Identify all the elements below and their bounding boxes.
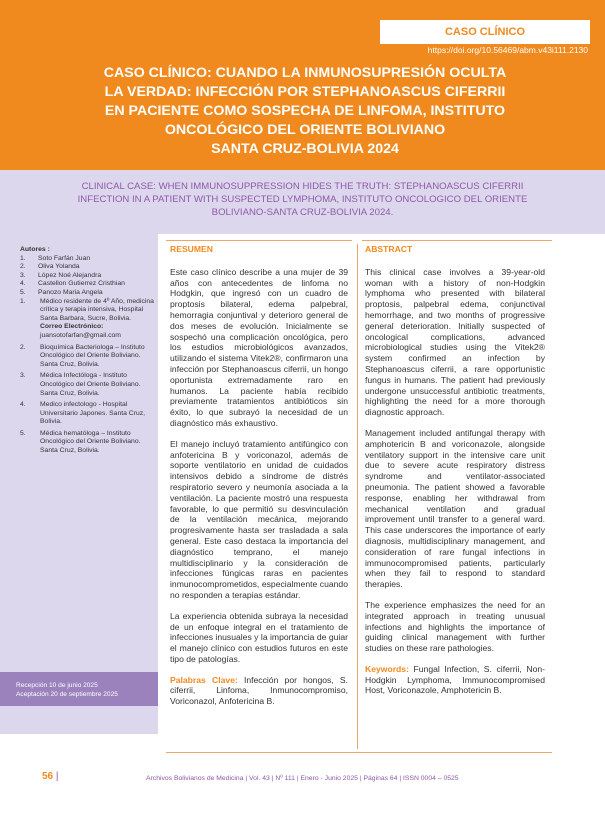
affiliation-list xyxy=(20,298,160,456)
title-line: SANTA CRUZ-BOLIVIA 2024 xyxy=(211,141,399,157)
dates-block xyxy=(16,682,156,699)
author-name: Soto Farfán Juan xyxy=(38,254,91,262)
author-number: 2. xyxy=(20,263,26,271)
abstract-keywords xyxy=(365,664,545,696)
keywords-text: Infección por hongos, S. ciferrii, Linfoma, Inmunocompromiso, Voriconazol, Anfotericina B. xyxy=(170,674,348,707)
keywords-label: Keywords: xyxy=(365,663,409,674)
affiliation-1-text: Médico residente de 4º Año, medicina crítica y terapia intensiva, Hospital Santa Barbara, Sucre, Bolivia. xyxy=(40,297,154,322)
author-number: 1. xyxy=(20,254,26,262)
email-label: Correo Electrónico: xyxy=(40,323,104,331)
affiliation-text xyxy=(40,298,160,341)
divider xyxy=(166,240,352,241)
author-name: Oliva Yolanda xyxy=(38,263,80,271)
title-line: ONCOLÓGICO DEL ORIENTE BOLIVIANO xyxy=(164,122,446,138)
divider xyxy=(166,752,552,753)
english-title xyxy=(20,180,585,219)
author-number: 3. xyxy=(20,271,26,279)
affiliation-number: 3. xyxy=(20,372,26,380)
en-title-line: INFECTION IN A PATIENT WITH SUSPECTED LYMPHOMA, INSTITUTO ONCOLOGICO DEL ORIENTE xyxy=(77,194,528,205)
author-list xyxy=(20,255,160,298)
author-item xyxy=(20,255,160,264)
page-number xyxy=(42,771,59,782)
affiliation-item xyxy=(20,430,160,456)
column-divider xyxy=(357,244,358,749)
abstract-column xyxy=(365,244,545,706)
accepted-date: Aceptación 20 de septiembre 2025 xyxy=(16,690,118,698)
affiliation-number: 5. xyxy=(20,429,26,437)
affiliation-item xyxy=(20,344,160,370)
resumen-heading: RESUMEN xyxy=(170,244,213,254)
affiliation-text: Médica hematóloga – Instituto Oncológico del Oriente Boliviano. Santa Cruz, Bolivia. xyxy=(40,429,141,455)
case-tag: CASO CLÍNICO xyxy=(380,20,590,44)
title-line: EN PACIENTE COMO SOSPECHA DE LINFOMA, INSTITUTO xyxy=(104,103,506,119)
resumen-paragraph: La experiencia obtenida subraya la necesidad de un enfoque integral en el tratamiento de infecciones inusuales y la importancia de guiar el manejo clínico con estudios futuros en este tipo de patologías. xyxy=(170,610,348,664)
affiliation-text: Médica Infectóloga - Instituto Oncológico del Oriente Boliviano. Santa Cruz, Bolivia. xyxy=(40,372,141,397)
abstract-heading: ABSTRACT xyxy=(365,244,413,254)
author-item xyxy=(20,280,160,289)
author-item xyxy=(20,263,160,272)
author-item xyxy=(20,289,160,298)
author-name: Panozo Maria Angela xyxy=(38,288,103,296)
author-email[interactable]: juansotofarfan@gmail.com xyxy=(40,331,121,339)
resumen-paragraph: Este caso clínico describe a una mujer de 39 años con antecedentes de linfoma no Hodgkin, que ingresó con un cuadro de proptosis bilateral, edema palpebral, hemorragia conjuntival y deterioro general de dos meses de evolución. Inicialmente se sospechó una complicación oncológica, pero los estudios microbiológicos avanzados, utilizando el sistema Vitek2®, confirmaron una infección por Stephanoascus ciferrii, un hongo oportunista extremadamente raro en humanos. La paciente había recibido previamente tratamientos antibióticos sin éxito, lo que subrayó la necesidad de un diagnóstico más exhaustivo. xyxy=(170,266,348,428)
affiliation-item xyxy=(20,298,160,341)
abstract-paragraph: The experience emphasizes the need for an integrated approach in treating unusual infections and highlights the importance of guiding clinical management with further studies on these rare pathologies. xyxy=(365,599,545,654)
doi-link[interactable]: https://doi.org/10.56469/abm.v43i111.2130 xyxy=(427,45,588,55)
title-line: LA VERDAD: INFECCIÓN POR STEPHANOASCUS CIFERRII xyxy=(104,84,506,100)
received-date: Recepción 10 de junio 2025 xyxy=(16,682,98,689)
en-title-line: CLINICAL CASE: WHEN IMMUNOSUPPRESSION HIDES THE TRUTH: STEPHANOASCUS CIFERRII xyxy=(81,181,524,192)
abstract-paragraph: This clinical case involves a 39-year-old woman with a history of non-Hodgkin lymphoma who presented with bilateral proptosis, palpebral edema, conjunctival hemorrhage, and two months of progressive general deterioration. Initially suspected of oncological complications, advanced microbiological studies using the Vitek2® system confirmed an infection by Stephanoascus ciferrii, a rare opportunistic fungus in humans. The patient had previously undergone unsuccessful antibiotic treatments, highlighting the need for a more thorough diagnostic approach. xyxy=(365,266,545,418)
keywords-label: Palabras Clave: xyxy=(170,674,238,685)
author-name: López Noé Alejandra xyxy=(38,271,102,279)
resumen-keywords xyxy=(170,675,348,707)
article-title xyxy=(40,64,570,159)
title-line: CASO CLÍNICO: CUANDO LA INMUNOSUPRESIÓN OCULTA xyxy=(103,65,507,81)
affiliation-text: Bioquímica Bacteriologa – Instituto Oncológico del Oriente Boliviano. Santa Cruz, Bolivia. xyxy=(40,343,145,368)
author-name: Castellon Gutierrez Cristhian xyxy=(38,280,125,288)
affiliation-number: 2. xyxy=(20,343,26,351)
affiliation-number: 4. xyxy=(20,401,26,409)
affiliation-item xyxy=(20,372,160,398)
resumen-column xyxy=(170,244,348,717)
author-number: 5. xyxy=(20,288,26,296)
en-title-line: BOLIVIANO-SANTA CRUZ-BOLIVIA 2024. xyxy=(211,207,394,218)
affiliation-number: 1. xyxy=(20,297,26,305)
authors-heading: Autores : xyxy=(20,246,50,253)
resumen-paragraph: El manejo incluyó tratamiento antifúngico con anfotericina B y voriconazol, además de soporte ventilatorio en unidad de cuidados intensivos debido a síndrome de distrés respiratorio severo y neumonía asociada a la ventilación. La paciente mostró una respuesta favorable, lo que permitió su desvinculación de la ventilación mecánica, mejorando progresivamente hasta ser trasladada a sala general. Este caso destaca la importancia del diagnóstico temprano, el manejo multidisciplinario y la consideración de infecciones fúngicas raras en pacientes inmunocomprometidos, especialmente cuando no responden a terapias estándar. xyxy=(170,438,348,600)
affiliation-text: Medico infectologo - Hospital Universitario Japones. Santa Cruz, Bolivia. xyxy=(40,401,146,426)
page-number-value: 56 xyxy=(42,771,54,782)
divider xyxy=(362,240,552,241)
keywords-text: Fungal Infection, S. ciferrii, Non-Hodgkin Lymphoma, Immunocompromised Host, Voriconazole, Amphotericin B. xyxy=(365,663,545,696)
author-item xyxy=(20,272,160,281)
journal-footer: Archivos Bolivianos de Medicina | Vol. 43 | Nº 111 | Enero - Junio 2025 | Páginas 64 | ISSN 0004 – 0525 xyxy=(146,775,459,782)
abstract-paragraph: Management included antifungal therapy with amphotericin B and voriconazole, alongside ventilatory support in the intensive care unit due to severe acute respiratory distress syndrome and ventilator-associated pneumonia. The patient showed a favorable response, enabling her withdrawal from mechanical ventilation and gradual improvement until transfer to a general ward. This case underscores the importance of early diagnosis, multidisciplinary management, and consideration of rare fungal infections in immunocompromised patients, particularly when they fail to respond to standard therapies. xyxy=(365,427,545,590)
author-number: 4. xyxy=(20,280,26,288)
authors-block xyxy=(20,246,160,459)
affiliation-item xyxy=(20,401,160,427)
page-separator: | xyxy=(55,771,59,782)
